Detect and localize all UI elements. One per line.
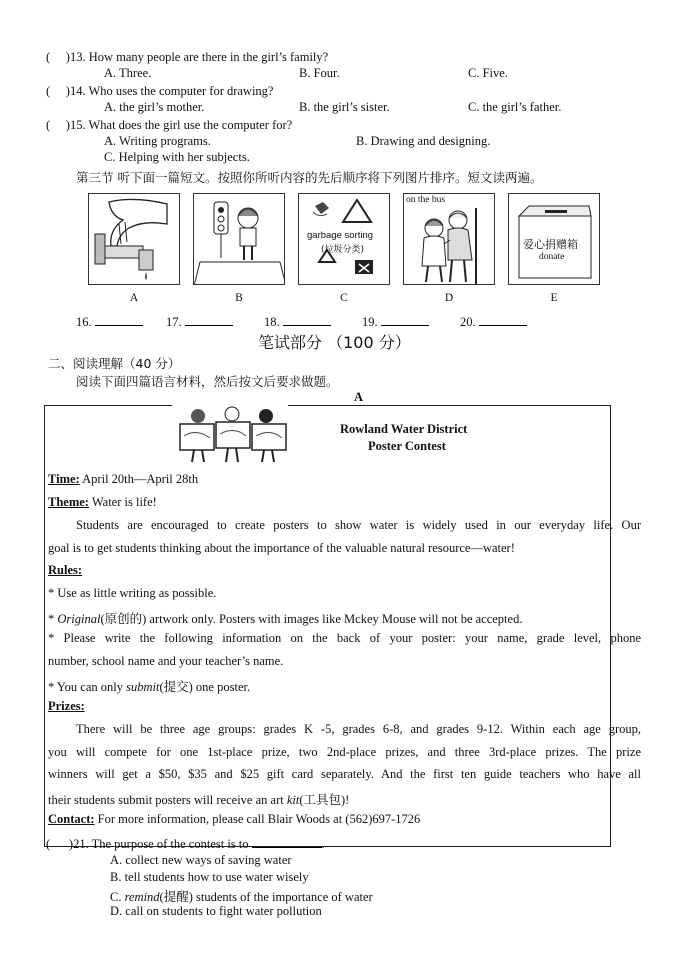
rule-3-line-2: number, school name and your teacher’s name. bbox=[48, 654, 284, 668]
answer-blank-19[interactable]: 19. bbox=[362, 313, 429, 330]
picture-a-faucet bbox=[88, 193, 180, 285]
q14-option-b: B. the girl’s sister. bbox=[299, 100, 390, 114]
q13-stem: ( )13. How many people are there in the girl’s family? bbox=[46, 50, 329, 64]
rules-label: Rules: bbox=[48, 563, 83, 577]
picture-b-boy-traffic-light bbox=[193, 193, 285, 285]
q14-option-c: C. the girl’s father. bbox=[468, 100, 562, 114]
on-the-bus-label: on the bus bbox=[406, 195, 446, 205]
children-posters-icon bbox=[176, 406, 288, 464]
prize-line-2: you will compete for one 1st-place prize, two 2nd-place prizes, and three 3rd-place prizes. The prize bbox=[48, 745, 641, 759]
rule-3-line-1: * Please write the following information on the back of your poster: your name, grade level, phone bbox=[48, 631, 641, 645]
prize-line-1: There will be three age groups: grades K -5, grades 6-8, and grades 9-12. Within each age group, bbox=[76, 722, 641, 736]
q13-option-b: B. Four. bbox=[299, 66, 340, 80]
q15-option-a: A. Writing programs. bbox=[104, 134, 211, 148]
rule-2: * Original(原创的) artwork only. Posters with images like Mckey Mouse will not be accepted. bbox=[48, 612, 523, 626]
garbage-sorting-label: garbage sorting bbox=[307, 230, 374, 241]
prize-line-4: their students submit posters will receive an art kit(工具包)! bbox=[48, 793, 350, 807]
donation-box-label: donate bbox=[539, 252, 565, 262]
theme-line: Theme: Water is life! bbox=[48, 495, 157, 509]
answer-blank-20[interactable]: 20. bbox=[460, 313, 527, 330]
picture-label-e: E bbox=[550, 292, 558, 304]
garbage-sorting-cn-label: (垃圾分类) bbox=[321, 245, 365, 255]
q21-option-a: A. collect new ways of saving water bbox=[110, 853, 292, 867]
intro-line-1: Students are encouraged to create posters to show water is widely used in our everyday life. Our bbox=[76, 518, 641, 532]
poster-title-2: Poster Contest bbox=[368, 439, 446, 453]
q14-stem: ( )14. Who uses the computer for drawing? bbox=[46, 84, 274, 98]
rule-1: * Use as little writing as possible. bbox=[48, 586, 217, 600]
q13-option-a: A. Three. bbox=[104, 66, 152, 80]
bus-people-icon bbox=[404, 194, 495, 285]
q21-option-c: C. remind(提醒) students of the importance of water bbox=[110, 890, 373, 904]
faucet-hand-icon bbox=[89, 194, 180, 285]
picture-label-c: C bbox=[340, 292, 348, 304]
rule-4: * You can only submit(提交) one poster. bbox=[48, 680, 251, 694]
written-part-title: 笔试部分 （100 分） bbox=[258, 333, 411, 352]
answer-blank-18[interactable]: 18. bbox=[264, 313, 331, 330]
traffic-light-boy-icon bbox=[194, 194, 285, 285]
part2-instruction: 阅读下面四篇语言材料，然后按文后要求做题。 bbox=[76, 374, 339, 389]
part2-title: 二、阅读理解（40 分） bbox=[48, 356, 181, 371]
prizes-label: Prizes: bbox=[48, 699, 85, 713]
poster-title-1: Rowland Water District bbox=[340, 422, 468, 436]
q21-answer-blank[interactable] bbox=[252, 835, 322, 848]
q21-option-d: D. call on students to fight water pollution bbox=[110, 904, 322, 918]
picture-d-on-the-bus bbox=[403, 193, 495, 285]
picture-label-b: B bbox=[235, 292, 243, 304]
donation-box-cn-label: 爱心捐赠箱 bbox=[523, 238, 578, 251]
q13-option-c: C. Five. bbox=[468, 66, 508, 80]
prize-line-3: winners will get a $50, $35 and $25 gift card separately. And the first ten guide teachers who have all bbox=[48, 767, 641, 781]
q15-option-b: B. Drawing and designing. bbox=[356, 134, 491, 148]
picture-label-d: D bbox=[444, 292, 454, 304]
passage-letter: A bbox=[354, 390, 364, 404]
intro-line-2: goal is to get students thinking about the importance of the valuable natural resource—water! bbox=[48, 541, 515, 555]
q14-option-a: A. the girl’s mother. bbox=[104, 100, 205, 114]
contact-line: Contact: For more information, please call Blair Woods at (562)697-1726 bbox=[48, 812, 421, 826]
section3-instruction: 第三节 听下面一篇短文。按照你所听内容的先后顺序将下列图片排序。短文读两遍。 bbox=[76, 170, 543, 185]
q21-option-b: B. tell students how to use water wisely bbox=[110, 870, 309, 884]
q21-stem: ( )21. The purpose of the contest is to . bbox=[46, 837, 325, 851]
time-line: Time: April 20th—April 28th bbox=[48, 472, 199, 486]
answer-blank-17[interactable]: 17. bbox=[166, 313, 233, 330]
picture-label-a: A bbox=[129, 292, 139, 304]
picture-c-garbage-sorting bbox=[298, 193, 390, 285]
q15-stem: ( )15. What does the girl use the computer for? bbox=[46, 118, 293, 132]
answer-blank-16[interactable]: 16. bbox=[76, 313, 143, 330]
picture-e-donation-box bbox=[508, 193, 600, 285]
q15-option-c: C. Helping with her subjects. bbox=[104, 150, 250, 164]
